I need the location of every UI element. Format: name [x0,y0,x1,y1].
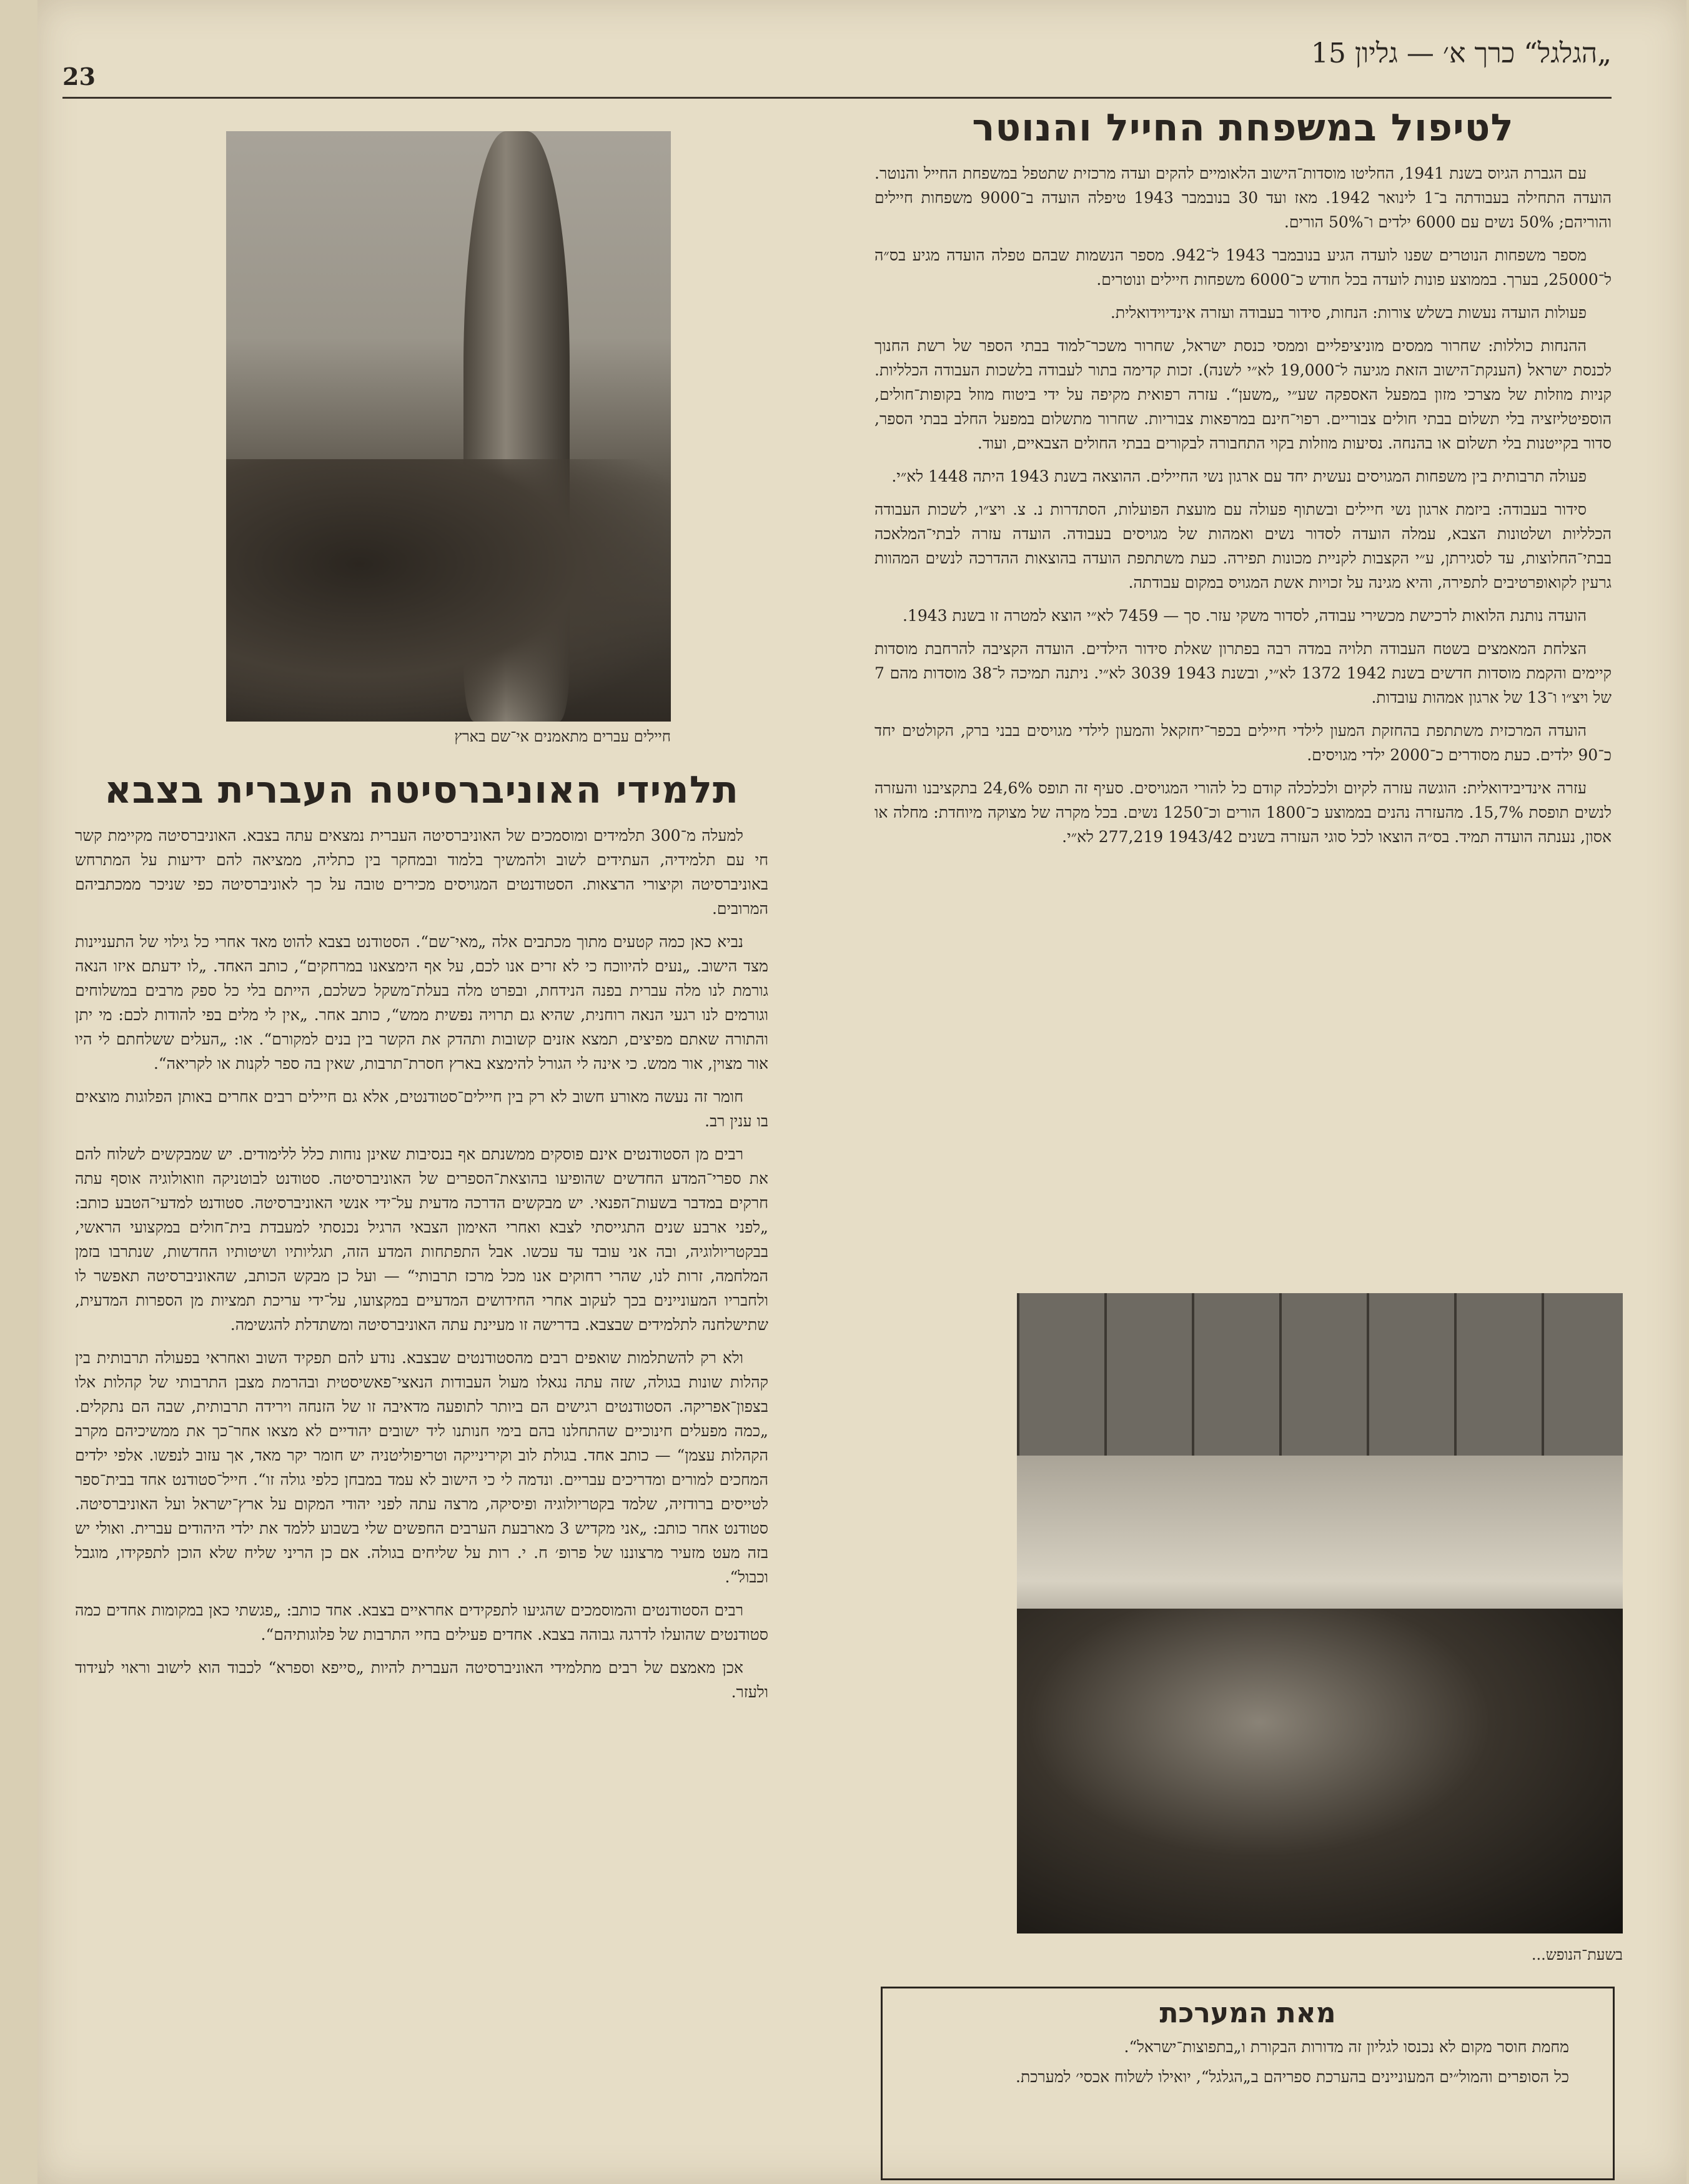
paragraph: ולא רק להשתלמות שואפים רבים מהסטודנטים שבצבא. נודע להם תפקיד השוב ואחראי בפעולה תרבותית בין קהלות שונות בגולה, שזה עתה נגאלו מעול העבודות הנאצי־פאשיסטית ובהרמת מצבן התרבותי של קהלות אלו בצפון־אפריקה. הסטודנטים רגישים הם ביותר לתופעה מדאיבה זו של הזנחה וירידה תרבותית, שבה הם נתקלים. „כמה מפעלים חינוכיים שהתחלנו בהם בימי חנותנו ליד ישובים יהודיים לא מצאו אחר־כך את ממשיכיהם מקרב הקהלות עצמן“ — כותב אחד. בגולת לוב וקירינייקה וטריפוליטניה יש חומר יקר מאד, אך עזוב לנפשו. אלפי ילדים המחכים למורים ומדריכים עבריים. ונדמה לי כי הישוב לא עמד במבחן כלפי גולה זו“. חייל־סטודנט אחד בבית־ספר לטייסים ברודזיה, שלמד בקטריולוגיה ופיסיקה, מרצה עתה לפני יהודי המקום על ארץ־ישראל ועל האוניברסיטה. סטודנט אחר כותב: „אני מקדיש 3 מארבעת הערבים החפשים שלי בשבוע ללמד את ילדי היהודים עברית. ואולי יש בזה מעט מזעיר מרצוננו של פרופ׳ ח. י. רות על שליחים בגולה. אם כן הריני שליח שלא הוכן לתפקידו, מוגבל וכבול“. [75,1349,768,1586]
article-university-students [75,768,768,1713]
article-soldier-family [874,106,1612,858]
paragraph: הועדה המרכזית משתתפת בהחזקת המעון לילדי חיילים בכפר־יחזקאל והמעון לילדי מגויסים בבני ברק, הקולטים יחד כ־90 ילדים. כעת מסודרים כ־2000 ילדי מגויסים. [874,722,1612,764]
paragraph: הועדה נותנת הלואות לרכישת מכשירי עבודה, לסדור משקי עזר. סך — 7459 לא״י הוצא למטרה זו בשנת 1943. [903,607,1587,625]
paragraph: חומר זה נעשה מאורע חשוב לא רק בין חיילים־סטודנטים, אלא גם חיילים רבים אחרים באותן הפלוגות מוצאים בו ענין רב. [75,1088,768,1130]
paragraph: נביא כאן כמה קטעים מתוך מכתבים אלה „מאי־שם“. הסטודנט בצבא להוט מאד אחרי כל גילוי של התעניינות מצד הישוב. „נעים להיווכח כי לא זרים אנו לכם, על אף הימצאנו במרחקים“, כותב האחד. „לו ידעתם איזו הנאה גורמת לנו מלה עברית בפנה הנידחת, ובפרט מלה בעלת־משקל כשלכם, הייתם בלי כל ספק מרבים במשלוחים וגורמים לנו רגעי הנאה רוחנית, שהיא גם תרויה נפשית ממש“, כותב אחר. „אין לי מלים בפי להודות לכם: מי יתן והתורה שאתם מפיצים, תמצא אזנים קשובות ותהדק את הקשר בין בנים למקורם“. או: „העלים ששלחתם לי היו אור מצוין, אור ממש. כי אינה לי הגורל להימצא בארץ חסרת־תרבות, שאין בה ספר לקנות או לקריאה“. [75,933,768,1073]
paragraph: פעולה תרבותית בין משפחות המגויסים נעשית יחד עם ארגון נשי החיילים. ההוצאה בשנת 1943 היתה 1448 לא״י. [891,467,1587,485]
paragraph: פעולות הועדה נעשות בשלש צורות: הנחות, סידור בעבודה ועזרה אינדיוידואלית. [1110,304,1587,322]
page-header [62,25,1612,100]
soldiers-training-photo [226,131,671,722]
notice-title: מאת המערכת [1159,1997,1336,2029]
soldiers-leisure-photo [1017,1293,1623,1933]
paragraph: עם הגברת הגיוס בשנת 1941, החליטו מוסדות־הישוב הלאומיים להקים ועדה מרכזית שתטפל במשפחת החייל והנוטר. הועדה התחילה בעבודתה ב־1 לינואר 1942. מאז ועד 30 בנובמבר 1943 טיפלה הועדה ב־9000 משפחות חיילים והוריהם; 50% נשים עם 6000 ילדים ו־50% הורים. [874,164,1612,231]
issue-line: „הגלגל“ כרך א׳ — גליון 15 [1310,37,1612,69]
header-rule [62,97,1612,99]
paragraph: רבים מן הסטודנטים אינם פוסקים ממשנתם אף בנסיבות שאינן נוחות כלל ללימודים. יש שמבקשים לשלוח להם את ספרי־המדע החדשים שהופיעו בהוצאת־הספרים של האוניברסיטה. סטודנט לבוטניקה וזואולוגיה אוסף עתה חרקים במדבר בשעות־הפנאי. יש מבקשים הדרכה מדעית על־ידי אנשי האוניברסיטה. סטודנט למדעי־הטבע כותב: „לפני ארבע שנים התגייסתי לצבא ואחרי האימון הצבאי הרגיל נכנסתי למעבדת בית־חולים במקצועי הראשי, בבקטריולוגיה, ובה אני עובד עד עכשו. אבל התפתחות המדע הזה, תגליותיו ושיטותיו החדשות, שנתרבו בזמן המלחמה, זרות לנו, שהרי רחוקים אנו מכל מרכז תרבותי“ — ועל כן מבקש הכותב, שהאוניברסיטה תאפשר לו ולחבריו המעוניינים בכך לעקוב אחרי החידושים המדעיים במקצועו, על־ידי עריכת תמציות מן הספרות המדעית, שתישלחנה לתלמידים שבצבא. בדרישה זו מעיינת עתה האוניברסיטה ומשתדלת להגשימה. [75,1145,768,1334]
paragraph: הצלחת המאמצים בשטח העבודה תלויה במדה רבה בפתרון שאלת סידור הילדים. הועדה הקציבה להרחבת מוסדות קיימים והקמת מוסדות חדשים בשנת 1942 1372 לא״י, ובשנת 1943 3039 לא״י. ניתנה תמיכה ל־38 מוסדות מהם 7 של ויצ״ו ו־13 של ארגון אמהות עובדות. [874,640,1612,707]
paragraph: רבים הסטודנטים והמוסמכים שהגיעו לתפקידים אחראיים בצבא. אחד כותב: „פגשתי כאן במקומות אחדים כמה סטודנטים שהועלו לדרגה גבוהה בצבא. אחדים פעילים בחיי התרבות של פלוגותיהם“. [75,1601,768,1644]
ceiling [1017,1293,1623,1456]
editorial-notice [881,1987,1615,2180]
paragraph: עזרה אינדיבידואלית: הוגשה עזרה לקיום ולכלכלה קודם כל להורי המגויסים. סעיף זה תופס 24,6% בתקציבנו והעזרה לנשים תופסת 15,7%. מהעזרה נהנים בממוצע כ־1800 הורים וכ־1250 נשים. בכל מקרה של מצוקה מיוחדת: מחלה או אסון, נענתה הועדה תמיד. בס״ה הוצאו לכל סוגי העזרה בשנים 1943/42 277,219 לא״י. [874,779,1612,846]
article-title: תלמידי האוניברסיטה העברית בצבא [104,768,740,812]
notice-paragraph: כל הסופרים והמול״ים המעוניינים בהערכת ספריהם ב„הגלגל“, יואילו לשלוח אכסי׳ למערכת. [1016,2068,1569,2086]
photo-caption: חיילים עברים מתאמנים אי־שם בארץ [454,728,671,745]
article-title: לטיפול במשפחת החייל והנוטר [972,106,1514,150]
paragraph: מספר משפחות הנוטרים שפנו לועדה הגיע בנובמבר 1943 ל־942. מספר הנשמות שבהם טפלה הועדה מגיע בס״ה ל־25000, בערך. בממוצע פונות לועדה בכל חודש כ־6000 משפחות חיילים ונוטרים. [874,246,1612,289]
paragraph: ההנחות כוללות: שחרור ממסים מוניציפליים וממסי כנסת ישראל, שחרור משכר־למוד בבתי הספר של רשת החנוך לכנסת ישראל (הענקת־הישוב הזאת מגיעה ל־19,000 לא״י לשנה). זכות קדימה בתור לעבודה בלשכות העבודה הכלליות. קניות מוזלות של מצרכי מזון במפעל האספקה שע״י „משען“. עזרה רפואית מקיפה על ידי ביטוח מוזל בקופות־חולים, הוספיטליזציה בלי תשלום בבתי חולים צבוריים. רפוי־חינם במרפאות צבוריות. שחרור מתשלום במפעל החלב בבתי הספר, סדור בקייטנות בלי תשלום או בהנחה. נסיעות מוזלות בקוי התחבורה לבקורים בבתי החולים הצבאיים, ועוד. [874,337,1612,452]
photo-caption: בשעת־הנופש... [1531,1946,1623,1963]
paragraph: אכן מאמצם של רבים מתלמידי האוניברסיטה העברית להיות „סייפא וספרא“ לכבוד הוא לישוב וראוי לעידוד ולעזר. [75,1659,768,1701]
page-number: 23 [62,62,96,91]
soldiers-group [1017,1609,1623,1933]
bush-foliage [226,459,671,722]
notice-paragraph: מחמת חוסר מקום לא נכנסו לגליון זה מדורות הבקורת ו„בתפוצות־ישראל“. [1124,2038,1569,2056]
paragraph: סידור בעבודה: ביזמת ארגון נשי חיילים ובשתוף פעולה עם מועצת הפועלות, הסתדרות נ. צ. ויצ״ו, לשכות העבודה הכלליות ושלטונות הצבא, עמלה הועדה לסדור נשים ואמהות של מגויסים בעבודה. הועדה עזרה לבתי־המלאכה בבתי־החלוצות, עד לסגירתן, ע״י הקצבות לקניית מכונות תפירה. כעת משתתפת הועדה בהוצאות ההדרכה לנשים המהוות גרעין לקואופרטיבים לתפירה, והיא מגינה על זכויות אשת המגויס במקום עבודתה. [874,500,1612,592]
paragraph: למעלה מ־300 תלמידים ומוסמכים של האוניברסיטה העברית נמצאים עתה בצבא. האוניברסיטה מקיימת קשר חי עם תלמידיה, העתידים לשוב ולהמשיך בלמוד ובמחקר בין כתליה, ממציאה להם ידיעות על המתרחש באוניברסיטה וקיצורי הרצאות. הסטודנטים המגויסים מכירים טובה על כך לאוניברסיטה כפי שניכר ממכתביהם המרובים. [75,826,768,918]
